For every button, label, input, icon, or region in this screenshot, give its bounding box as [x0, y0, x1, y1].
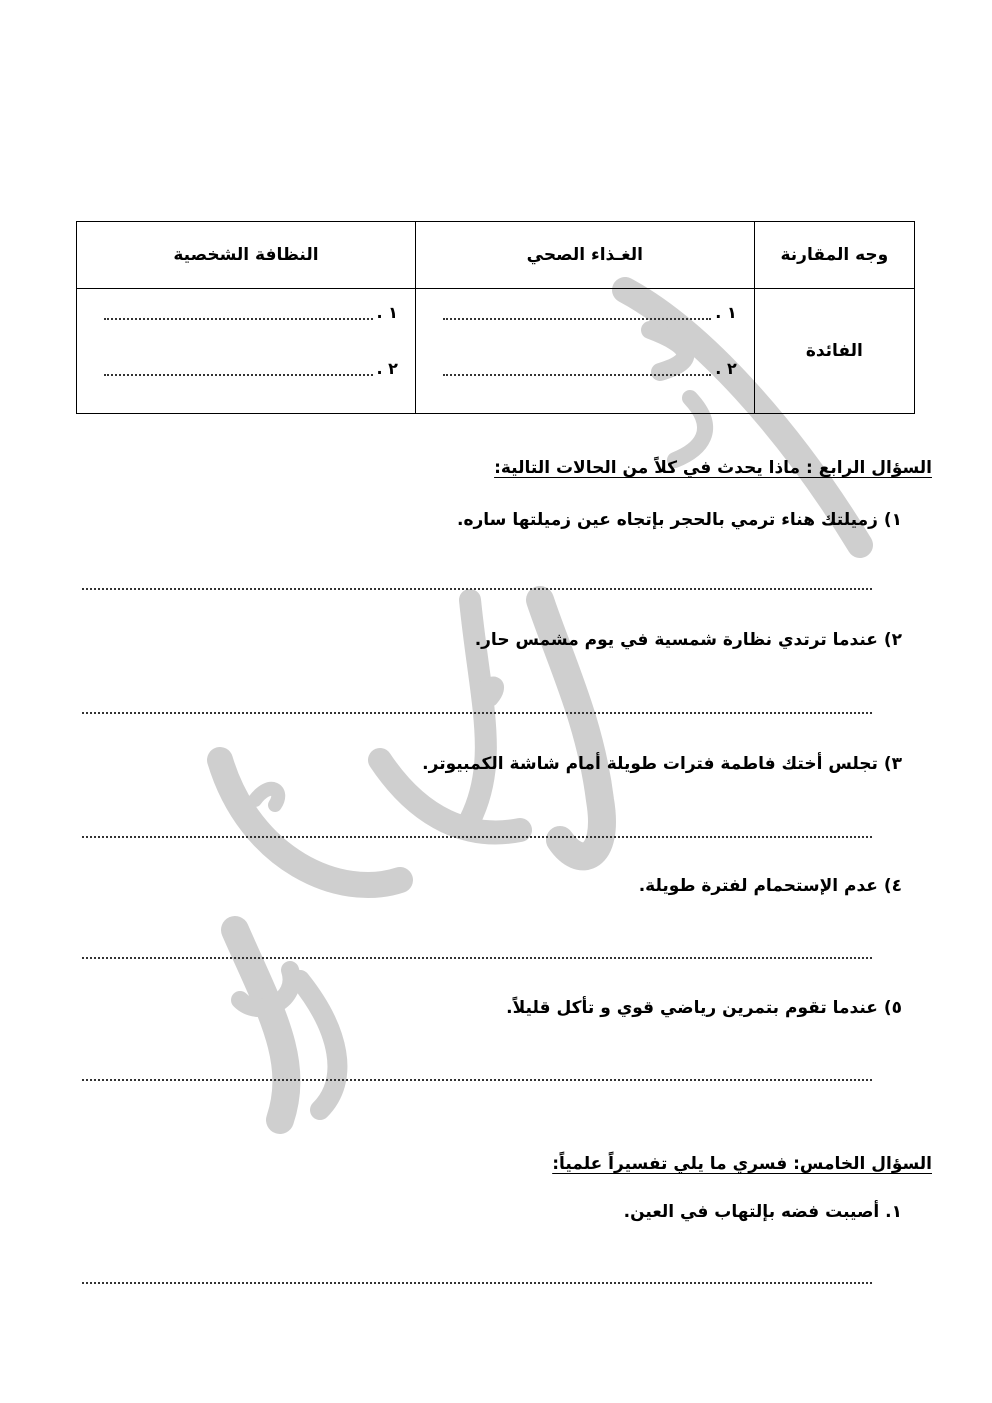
- table-header-row: [77, 222, 915, 289]
- food-answer-line-1[interactable]: [443, 300, 737, 322]
- header-personal-hygiene: النظافة الشخصية: [77, 222, 416, 289]
- hygiene-answer-line-2[interactable]: [104, 356, 398, 378]
- comparison-table: [76, 221, 915, 414]
- dotted-line: [104, 364, 373, 376]
- answer-line-5-1[interactable]: [82, 1272, 872, 1284]
- line-number: ١ .: [376, 303, 398, 322]
- row-label-benefit: الفائدة: [754, 289, 914, 414]
- dotted-line: [443, 364, 711, 376]
- question-4-title: السؤال الرابع : ماذا يحدث في كلاً من الحالات التالية:: [494, 458, 932, 478]
- question-4-item-4: ٤) عدم الإستحمام لفترة طويلة.: [638, 876, 902, 896]
- line-number: ٢ .: [376, 359, 398, 378]
- answer-line-4-5[interactable]: [82, 1069, 872, 1081]
- question-4-item-2: ٢) عندما ترتدي نظارة شمسية في يوم مشمس حار.: [474, 630, 902, 650]
- dotted-line: [104, 308, 373, 320]
- answer-line-4-4[interactable]: [82, 947, 872, 959]
- question-4-item-5: ٥) عندما تقوم بتمرين رياضي قوي و تأكل قليلاً.: [506, 998, 902, 1018]
- question-4-item-1: ١) زميلتك هناء ترمي بالحجر بإتجاه عين زميلتها ساره.: [457, 510, 902, 530]
- question-5-item-1: ١. أصيبت فضه بإلتهاب في العين.: [623, 1202, 902, 1222]
- line-number: ١ .: [715, 303, 737, 322]
- answer-line-4-2[interactable]: [82, 702, 872, 714]
- question-4-item-3: ٣) تجلس أختك فاطمة فترات طويلة أمام شاشة الكمبيوتر.: [422, 754, 902, 774]
- question-5-title: السؤال الخامس: فسري ما يلي تفسيراً علمياً:: [552, 1154, 932, 1174]
- hygiene-answer-line-1[interactable]: [104, 300, 398, 322]
- line-number: ٢ .: [715, 359, 737, 378]
- dotted-line: [443, 308, 711, 320]
- header-healthy-food: الغـذاء الصحي: [415, 222, 754, 289]
- table-row-benefit: [77, 289, 915, 414]
- answer-line-4-1[interactable]: [82, 578, 872, 590]
- hygiene-answer-cell: [77, 289, 416, 414]
- answer-line-4-3[interactable]: [82, 826, 872, 838]
- food-answer-cell: [415, 289, 754, 414]
- food-answer-line-2[interactable]: [443, 356, 737, 378]
- header-comparison-aspect: وجه المقارنة: [754, 222, 914, 289]
